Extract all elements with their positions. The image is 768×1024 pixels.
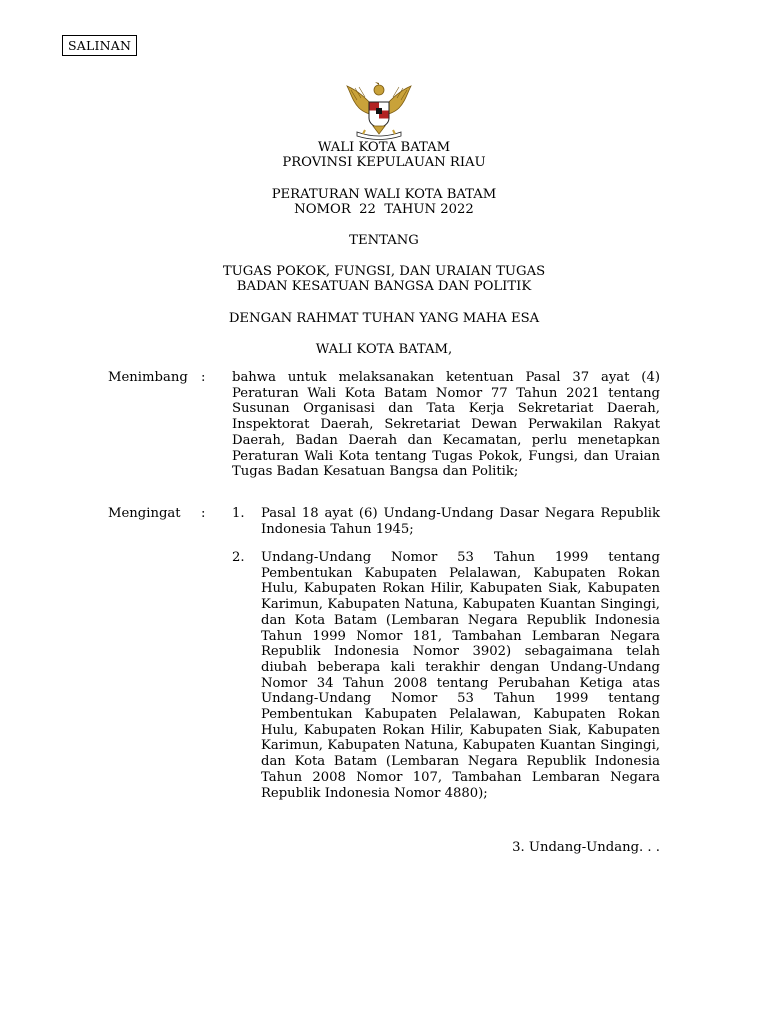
copy-stamp: SALINAN [62, 35, 137, 56]
recalling-label: Mengingat [108, 506, 181, 521]
considering-colon: : [201, 370, 206, 385]
continuation-marker: 3. Undang-Undang. . . [512, 840, 660, 855]
recalling-colon: : [201, 506, 206, 521]
recalling-item-1-number: 1. [232, 506, 245, 521]
subject-line-1: TUGAS POKOK, FUNGSI, DAN URAIAN TUGAS [222, 264, 546, 279]
issuer-province: PROVINSI KEPULAUAN RIAU [282, 155, 486, 170]
garuda-emblem-icon [339, 80, 419, 140]
about-heading: TENTANG [349, 233, 419, 248]
considering-label: Menimbang [108, 370, 188, 385]
recalling-item-2-text: Undang-Undang Nomor 53 Tahun 1999 tentang Pembentukan Kabupaten Pelalawan, Kabupaten Rokan Hulu, Kabupaten Rokan Hilir, Kabupaten Siak, Kabupaten Karimun, Kabupaten Natuna, Kabupaten Kuantan Singingi, dan Kota Batam (Lembaran Negara Republik Indonesia Tahun 1999 Nomor 181, Tambahan Lembaran Negara Republik Indonesia Nomor 3902) sebagaimana telah diubah beberapa kali terakhir dengan Undang-Undang Nomor 34 Tahun 2008 tentang Perubahan Ketiga atas Undang-Undang Nomor 53 Tahun 1999 tentang Pembentukan Kabupaten Pelalawan, Kabupaten Rokan Hulu, Kabupaten Rokan Hilir, Kabupaten Siak, Kabupaten Karimun, Kabupaten Natuna, Kabupaten Kuantan Singingi, dan Kota Batam (Lembaran Negara Republik Indonesia Tahun 2008 Nomor 107, Tambahan Lembaran Negara Republik Indonesia Nomor 4880); [261, 550, 660, 801]
regulation-number: NOMOR 22 TAHUN 2022 [294, 202, 474, 217]
recalling-item-2-number: 2. [232, 550, 245, 565]
considering-text: bahwa untuk melaksanakan ketentuan Pasal 37 ayat (4) Peraturan Wali Kota Batam Nomor 77 Tahun 2021 tentang Susunan Organisasi dan Tata Kerja Sekretariat Daerah, Inspektorat Daerah, Sekretariat Dewan Perwakilan Rakyat Daerah, Badan Daerah dan Kecamatan, perlu menetapkan Peraturan Wali Kota tentang Tugas Pokok, Fungsi, dan Uraian Tugas Badan Kesatuan Bangsa dan Politik; [232, 370, 660, 480]
regulation-title: PERATURAN WALI KOTA BATAM [271, 187, 497, 202]
authority-line: WALI KOTA BATAM, [315, 342, 453, 357]
blessing-line: DENGAN RAHMAT TUHAN YANG MAHA ESA [228, 311, 540, 326]
recalling-item-1-text: Pasal 18 ayat (6) Undang-Undang Dasar Negara Republik Indonesia Tahun 1945; [261, 506, 660, 537]
issuer-title: WALI KOTA BATAM [317, 140, 451, 155]
subject-line-2: BADAN KESATUAN BANGSA DAN POLITIK [236, 279, 532, 294]
